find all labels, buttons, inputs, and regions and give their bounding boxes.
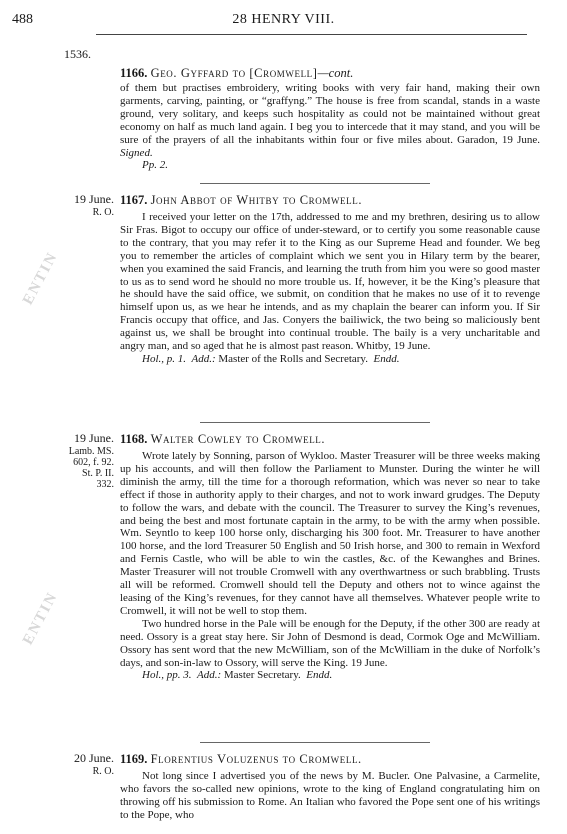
entry-source: R. O. — [92, 207, 114, 218]
entry-text: I received your letter on the 17th, addressed to me and my brethren, desiring us to allow Sir Fras. Bigot to occupy our office of under-steward, or to certify you some reasonable cause to the contrary, that you may refer it to the King as our Supreme Head and founder. We beg you to remember the articles of complaint which we sent you in Hilary term by the bearer, when you examined the said Francis, and learning the truth from him you were so good master to us as to send word he should no more trouble us. If, however, it be the King’s pleasure that he should have the said office, we submit, on condition that he makes no use of it to revenge himself upon us, as we hear he intends, and as my chaplain the bearer can inform you. If Sir Francis occupy that office, and Jas. Conyers the bailiwick, the two being so maliciously bent against us, we shall be brought into continual trouble. The baily is a very uncharitable and angry man, and so aged that he is almost past reason. Whitby, 19 June. — [120, 211, 540, 353]
entry-heading — [120, 66, 540, 81]
entry-body — [120, 82, 540, 172]
watermark-text: ENTIN — [20, 249, 62, 308]
page-number: 488 — [12, 12, 33, 27]
entry-text: of them but practises embroidery, writing books with very fair hand, making their own garments, carving, painting, or “graffyng.” The house is free from scandal, stands in a waste ground, very solitary, and keeps such hospitality as could not be maintained without great economy on half as much land again. I beg you to intercede that it may stand, and you will be sure of the prayers of all the inhabitants within four or five miles about. Garadon, 19 June. — [120, 82, 540, 146]
endorsement-note: Hol., p. 1. Add.: Master of the Rolls and Secretary. Endd. — [142, 352, 400, 365]
entry-heading — [120, 752, 540, 767]
entry-body — [120, 450, 540, 682]
entry-text: Not long since I advertised you of the news by M. Bucler. One Palvasine, a Carmelite, who favors the so-called new opinions, wrote to the king of England congratulating him on throwing off his submission to Rome. An Italian who favored the Pope sent one of his writings to the Pope, who — [120, 770, 540, 821]
entry-body — [120, 770, 540, 822]
entry-margin — [44, 431, 114, 490]
entry-body — [120, 211, 540, 366]
entry-number: 1166. — [120, 66, 148, 80]
entry-divider — [200, 742, 430, 743]
entry-title: Walter Cowley to Cromwell. — [150, 432, 326, 446]
entry-heading — [120, 432, 540, 447]
entry-heading — [120, 193, 540, 208]
pages-note: Pp. 2. — [142, 159, 168, 172]
running-title: 28 HENRY VIII. — [232, 12, 335, 27]
entry-divider — [200, 183, 430, 184]
header-rule — [96, 34, 527, 35]
endorsement-note: Hol., pp. 3. Add.: Master Secretary. Endd. — [142, 669, 333, 682]
entry-date: 19 June. — [74, 431, 114, 445]
entry-margin — [44, 192, 114, 218]
entry-number: 1169. — [120, 752, 148, 766]
entry-margin — [44, 751, 114, 777]
entry-source: St. P. II. — [82, 468, 114, 479]
entry-divider — [200, 422, 430, 423]
entry-text: Two hundred horse in the Pale will be enough for the Deputy, if the other 300 are ready at need. Ossory is a great stay here. Sir John of Desmond is dead, Cormok Oge and McWilliam. Ossory has sent word that the new McWilliam, son of the McWilliam in the duke of Norfolk’s days, and son-in-law to Ossory, will serve the King. 19 June. — [120, 617, 540, 669]
entry-date: 20 June. — [74, 751, 114, 765]
entry-number: 1167. — [120, 193, 148, 207]
entry-number: 1168. — [120, 432, 148, 446]
entry-source: Lamb. MS. — [68, 446, 114, 457]
entry-title: Geo. Gyffard to [Cromwell] — [150, 66, 318, 80]
signed-note: Signed. — [120, 146, 153, 159]
entry-source: R. O. — [92, 766, 114, 777]
margin-year: 1536. — [64, 47, 91, 61]
entry-title: Florentius Voluzenus to Cromwell. — [150, 752, 362, 766]
entry-date: 19 June. — [74, 192, 114, 206]
watermark-text: ENTIN — [20, 589, 62, 648]
entry-source: 332. — [96, 479, 114, 490]
entry-source: 602, f. 92. — [73, 457, 114, 468]
entry-continued: —cont. — [317, 66, 354, 80]
entry-text: Wrote lately by Sonning, parson of Wykloo. Master Treasurer will be three weeks making up his accounts, and will then follow the Parliament to Munster. During the winter he will diminish the army, till the time for a thorough reformation, which was never so near to take effect if those in authority apply to their charges, and not to work inward grudges. The Deputy to follow the wars, and debate with the council. The Treasurer to survey the King’s revenues, and being the best and most fortunate captain in the army, to be with the army when possible. Wm. Seyntlo to keep 100 horse only, discharging his 300 foot. Mr. Treasurer to have another 100 horse, and the lord Treasurer 50 English and 50 Irish horse, and 300 to remain in Wexford and Fernis Castle, who will be able to win the castles, &c. of the Kewanghes and Brines. Master Treasurer will not trouble Cromwell with any overthwartness or such brabbling. Trusts all will be reformed. Cromwell should tell the Deputy and others not to wince against the leasing of the King’s revenues, for they cannot have all themselves. Whatever people write to Cromwell, it will not be well to stop them. — [120, 450, 540, 617]
entry-title: John Abbot of Whitby to Cromwell. — [150, 193, 363, 207]
